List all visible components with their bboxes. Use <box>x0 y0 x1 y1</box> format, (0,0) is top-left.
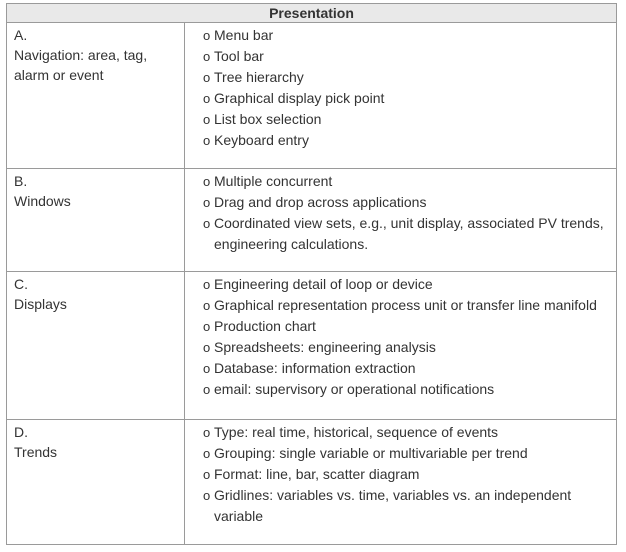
section-title: Displays <box>14 296 67 312</box>
list-item <box>203 379 610 400</box>
list-item <box>203 358 610 379</box>
bullet-icon: o <box>203 28 211 43</box>
list-item <box>203 464 610 485</box>
section-title: Trends <box>14 444 58 460</box>
bullet-icon: o <box>203 467 211 482</box>
bullet-icon: o <box>203 382 211 397</box>
bullet-icon: o <box>203 425 211 440</box>
list-item <box>203 171 610 192</box>
bullet-list <box>203 25 610 151</box>
section-letter: A. <box>14 27 28 43</box>
list-item-text: Multiple concurrent <box>214 173 333 189</box>
table-row-b <box>7 169 617 272</box>
bullet-icon: o <box>203 340 211 355</box>
section-items-cell <box>185 420 617 545</box>
table-row-a <box>7 23 617 169</box>
presentation-table <box>6 3 617 545</box>
bullet-icon: o <box>203 174 211 189</box>
bullet-list <box>203 274 610 400</box>
list-item-text: Graphical representation process unit or transfer line manifold <box>214 297 597 313</box>
bullet-icon: o <box>203 361 211 376</box>
table-header: Presentation <box>7 4 617 23</box>
section-title: Navigation: area, tag, alarm or event <box>14 47 148 83</box>
section-letter: B. <box>14 173 28 189</box>
section-label-cell <box>7 169 185 272</box>
bullet-list <box>203 422 610 527</box>
section-letter: D. <box>14 424 28 440</box>
list-item-text: Coordinated view sets, e.g., unit display, associated PV trends, engineering calculations. <box>214 215 604 252</box>
section-items-cell <box>185 169 617 272</box>
bullet-icon: o <box>203 488 211 503</box>
list-item-text: Drag and drop across applications <box>214 194 427 210</box>
list-item-text: email: supervisory or operational notifications <box>214 381 495 397</box>
list-item <box>203 274 610 295</box>
list-item-text: Gridlines: variables vs. time, variables vs. an independent variable <box>214 487 572 524</box>
list-item <box>203 213 610 255</box>
list-item <box>203 67 610 88</box>
list-item-text: Engineering detail of loop or device <box>214 276 433 292</box>
list-item <box>203 485 610 527</box>
bullet-icon: o <box>203 49 211 64</box>
list-item <box>203 25 610 46</box>
list-item <box>203 130 610 151</box>
section-label-cell <box>7 420 185 545</box>
list-item <box>203 109 610 130</box>
list-item <box>203 443 610 464</box>
section-letter: C. <box>14 276 28 292</box>
list-item <box>203 88 610 109</box>
table-row-d <box>7 420 617 545</box>
bullet-list <box>203 171 610 255</box>
list-item-text: Production chart <box>214 318 316 334</box>
list-item <box>203 316 610 337</box>
list-item-text: Keyboard entry <box>214 132 309 148</box>
section-title: Windows <box>14 193 71 209</box>
list-item-text: Type: real time, historical, sequence of events <box>214 424 499 440</box>
list-item <box>203 192 610 213</box>
bullet-icon: o <box>203 91 211 106</box>
section-label-cell <box>7 272 185 420</box>
list-item-text: Tool bar <box>214 48 264 64</box>
list-item-text: Tree hierarchy <box>214 69 304 85</box>
bullet-icon: o <box>203 70 211 85</box>
list-item-text: Format: line, bar, scatter diagram <box>214 466 420 482</box>
bullet-icon: o <box>203 112 211 127</box>
table-row-c <box>7 272 617 420</box>
list-item <box>203 295 610 316</box>
list-item-text: Graphical display pick point <box>214 90 385 106</box>
bullet-icon: o <box>203 216 211 231</box>
list-item-text: List box selection <box>214 111 322 127</box>
bullet-icon: o <box>203 133 211 148</box>
list-item-text: Menu bar <box>214 27 274 43</box>
bullet-icon: o <box>203 319 211 334</box>
list-item <box>203 337 610 358</box>
bullet-icon: o <box>203 195 211 210</box>
section-items-cell <box>185 23 617 169</box>
bullet-icon: o <box>203 446 211 461</box>
list-item <box>203 422 610 443</box>
bullet-icon: o <box>203 298 211 313</box>
list-item-text: Spreadsheets: engineering analysis <box>214 339 436 355</box>
list-item-text: Database: information extraction <box>214 360 416 376</box>
bullet-icon: o <box>203 277 211 292</box>
list-item-text: Grouping: single variable or multivariable per trend <box>214 445 528 461</box>
list-item <box>203 46 610 67</box>
section-items-cell <box>185 272 617 420</box>
section-label-cell <box>7 23 185 169</box>
